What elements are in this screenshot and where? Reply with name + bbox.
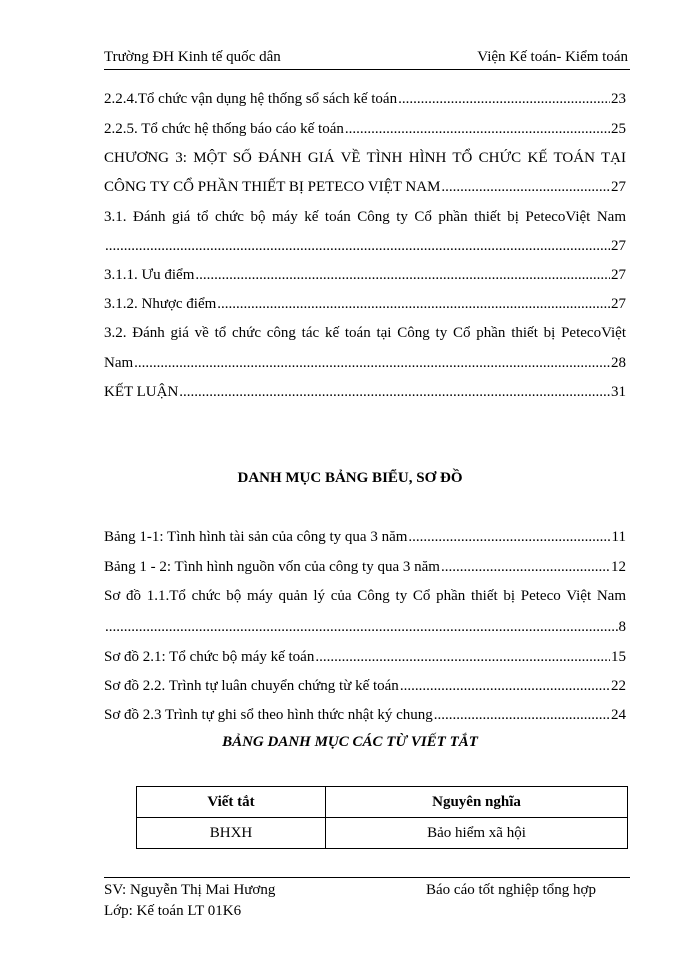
list-entry [104,705,626,725]
list-entry-label: Sơ đồ 2.1: Tổ chức bộ máy kế toán [104,649,315,665]
toc-entry [104,177,626,197]
footer-class: Lớp: Kế toán LT 01K6 [104,903,242,919]
dot-leader [134,353,610,373]
footer-student: SV: Nguyễn Thị Mai Hương [104,882,276,898]
header-divider [104,69,630,70]
dot-leader [441,557,610,577]
footer-divider [104,877,630,878]
footer-line-2 [104,903,596,920]
list-page-number: 15 [611,649,626,665]
toc-entry [104,382,626,402]
dot-leader [398,89,610,109]
column-header-abbr: Viết tắt [137,787,326,818]
toc-entry [104,353,626,373]
header-institute: Viện Kế toán- Kiểm toán [477,49,628,65]
list-entry [104,617,626,637]
toc-page-number: 31 [611,384,626,400]
list-page-number: 22 [611,678,626,694]
list-entry-label: Sơ đồ 2.3 Trình tự ghi sổ theo hình thức nhật ký chung [104,707,433,723]
toc-entry [104,294,626,314]
toc-page-number: 23 [611,91,626,107]
dot-leader [105,617,618,637]
list-entry-label: Bảng 1-1: Tình hình tài sản của công ty qua 3 năm [104,529,408,545]
list-entry [104,647,626,667]
toc-page-number: 27 [611,238,626,254]
toc-chapter-heading-line1: CHƯƠNG 3: MỘT SỐ ĐÁNH GIÁ VỀ TÌNH HÌNH TỔ CHỨC KẾ TOÁN TẠI [104,150,626,166]
page-header [104,44,628,66]
list-entry-label: Sơ đồ 2.2. Trình tự luân chuyển chứng từ kế toán [104,678,399,694]
toc-entry [104,265,626,285]
dot-leader [179,382,610,402]
table-cell-meaning: Bảo hiểm xã hội [326,818,628,849]
table-header-row [137,787,628,818]
list-page-number: 12 [611,559,626,575]
dot-leader [315,647,610,667]
toc-entry [104,236,626,256]
toc-entry-label: 3.1.2. Nhược điểm [104,296,217,312]
toc-page-number: 27 [611,296,626,312]
toc-entry [104,89,626,109]
toc-entry-label: 3.1.1. Ưu điểm [104,267,195,283]
table-row [137,818,628,849]
list-entry [104,557,626,577]
toc-entry-line1: 3.1. Đánh giá tổ chức bộ máy kế toán Công ty Cổ phần thiết bị PetecoViệt Nam [104,209,626,225]
toc-entry-label: KẾT LUẬN [104,384,179,400]
toc-entry-label: Nam [104,355,134,371]
list-page-number: 8 [618,619,626,635]
toc-entry [104,119,626,139]
table-cell-abbr: BHXH [137,818,326,849]
dot-leader [345,119,610,139]
dot-leader [441,177,610,197]
header-university: Trường ĐH Kinh tế quốc dân [104,49,281,65]
toc-page-number: 27 [611,267,626,283]
dot-leader [217,294,610,314]
list-entry [104,527,626,547]
abbreviations-title: BẢNG DANH MỤC CÁC TỪ VIẾT TẮT [222,734,478,750]
column-header-meaning: Nguyên nghĩa [326,787,628,818]
footer-line-1 [104,882,596,899]
list-entry [104,676,626,696]
dot-leader [408,527,610,547]
dot-leader [105,236,610,256]
dot-leader [195,265,610,285]
toc-entry-label: CÔNG TY CỔ PHẦN THIẾT BỊ PETECO VIỆT NAM [104,179,441,195]
abbreviations-table [136,786,628,849]
toc-page-number: 25 [611,121,626,137]
toc-page-number: 27 [611,179,626,195]
toc-entry-label: 2.2.5. Tổ chức hệ thống báo cáo kế toán [104,121,344,137]
list-page-number: 24 [611,707,626,723]
toc-page-number: 28 [611,355,626,371]
list-entry-label: Bảng 1 - 2: Tình hình nguồn vốn của công ty qua 3 năm [104,559,440,575]
tables-list-title: DANH MỤC BẢNG BIỂU, SƠ ĐỒ [237,470,463,486]
footer-report-title: Báo cáo tốt nghiệp tổng hợp [426,882,596,898]
dot-leader [434,705,610,725]
toc-entry-label: 2.2.4.Tổ chức vận dụng hệ thống sổ sách kế toán [104,91,398,107]
toc-entry-line1: 3.2. Đánh giá về tổ chức công tác kế toán tại Công ty Cổ phần thiết bị PetecoViệt [104,325,626,341]
dot-leader [400,676,610,696]
list-entry-line1: Sơ đồ 1.1.Tổ chức bộ máy quản lý của Công ty Cổ phần thiết bị Peteco Việt Nam [104,588,626,604]
list-page-number: 11 [611,529,626,545]
